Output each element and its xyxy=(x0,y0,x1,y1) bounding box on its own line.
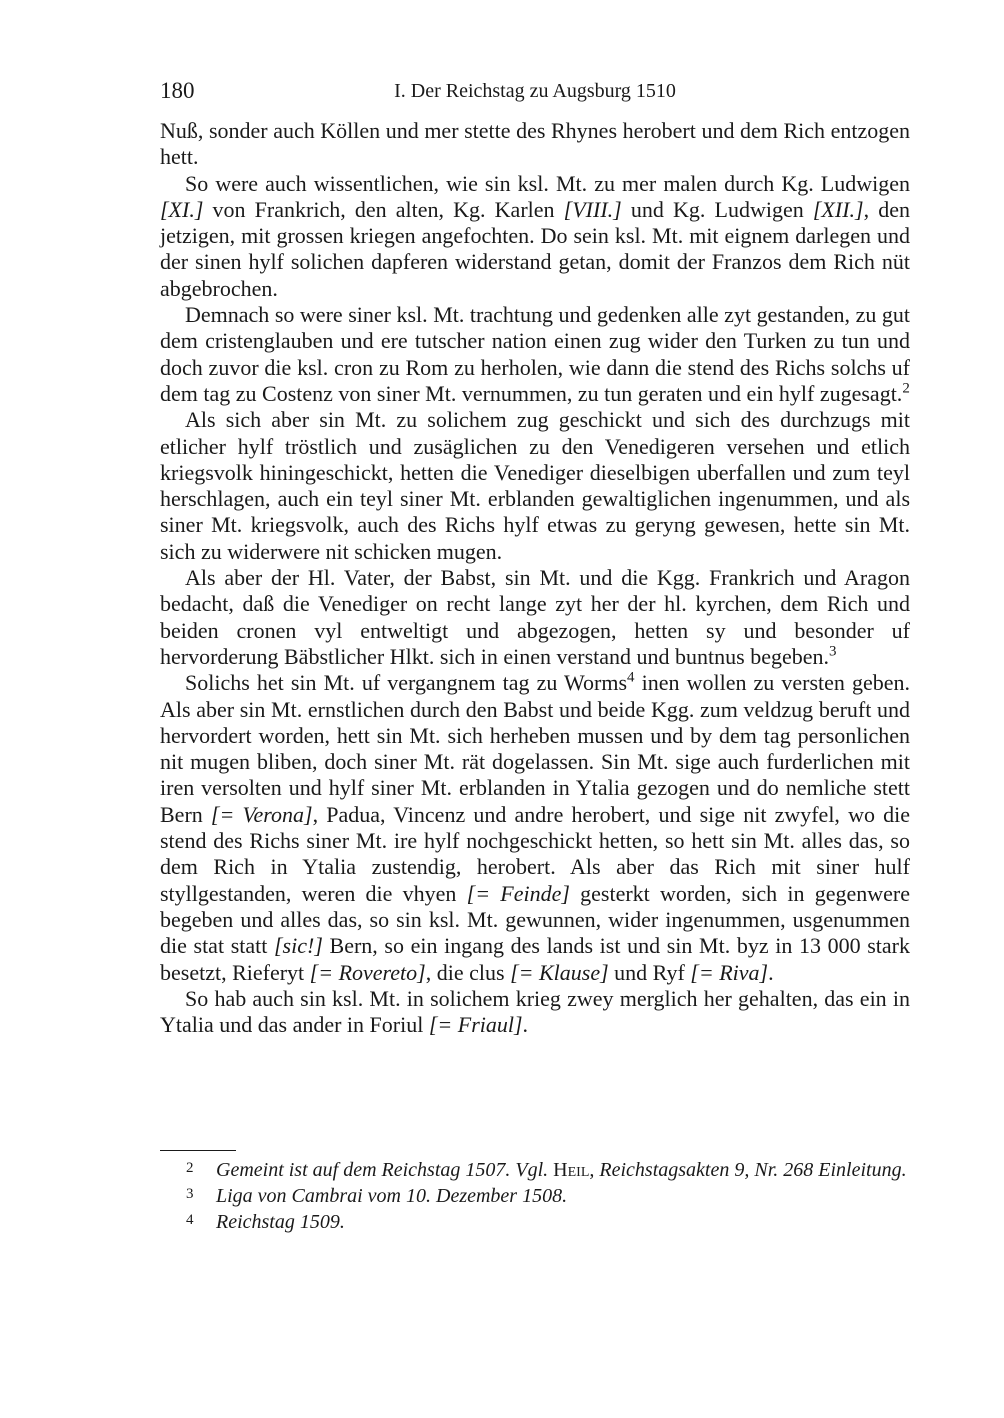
footnote xyxy=(160,1156,910,1182)
page-header xyxy=(160,78,910,108)
paragraph xyxy=(160,118,910,171)
text-run: , die clus xyxy=(425,959,511,985)
paragraph xyxy=(160,670,910,986)
text-run: inen wollen zu versten geben. Als aber sin Mt. ernstlichen durch den Babst und beide Kgg. zum veldzug beruft und hervordert worden, hett sin Mt. sich herheben mussen und by dem tag personlichen nit mugen bliben, doch siner Mt. rät dogelassen. Sin Mt. sige auch furderlichen mit iren versolten und hylf siner Mt. erblanden in Ytalia gezogen und do nemliche stett Bern xyxy=(160,670,911,827)
text-run: Demnach so were siner ksl. Mt. trachtung und gedenken alle zyt gestanden, zu gut dem cristenglauben und ere tutscher nation einen zug wider den Turken zu tun und doch zuvor die ksl. cron zu Rom zu herholen, wie dann die stend des Richs solchs uf dem tag zu Costenz von siner Mt. vernummen, zu tun geraten und ein hylf zugesagt. xyxy=(160,302,910,406)
footnote-number: 2 xyxy=(186,1160,194,1176)
footnote-list xyxy=(160,1156,910,1234)
text-run: und Ryf xyxy=(608,959,691,985)
footnote-text xyxy=(216,1159,907,1181)
text-run: Gemeint ist auf dem Reichstag 1507. Vgl. xyxy=(216,1159,554,1181)
editorial-note: [= Rovereto] xyxy=(309,959,426,985)
text-run: und Kg. Ludwigen xyxy=(621,196,813,222)
text-run: gesterkt worden, sich in gegenwere begeben und alles das, so sin ksl. Mt. gewunnen, wider ingenummen, usgenummen die stat statt xyxy=(160,880,910,959)
body-text xyxy=(160,118,910,1038)
text-run: Als sich aber sin Mt. zu solichem zug geschickt und sich des durchzugs mit etlicher hylf tröstlich und zusäglichen zu den Venedigeren versehen und etlich kriegsvolk hiningeschickt, hetten die Venediger dieselbigen uberfallen und zum teyl herschlagen, auch ein teyl siner Mt. erblanden gewaltiglichen ingenummen, und als siner Mt. kriegsvolk, auch des Richs hylf etwas zu geryng gewesen, hette sin Mt. sich zu widerwere nit schicken mugen. xyxy=(160,407,910,564)
editorial-note: [XI.] xyxy=(160,196,204,222)
footnote-ref: 4 xyxy=(627,669,635,686)
text-run: So were auch wissentlichen, wie sin ksl. Mt. zu mer malen durch Kg. Ludwigen xyxy=(185,170,910,196)
editorial-note: [= Klause] xyxy=(510,959,609,985)
text-run: So hab auch sin ksl. Mt. in solichem krieg zwey merglich her gehalten, das ein in Ytalia und das ander in Foriul xyxy=(160,985,910,1038)
paragraph xyxy=(160,302,910,407)
footnote xyxy=(160,1208,910,1234)
footnotes xyxy=(160,1150,910,1234)
text-run: Solichs het sin Mt. uf vergangnem tag zu Worms xyxy=(185,670,628,696)
running-title: I. Der Reichstag zu Augsburg 1510 xyxy=(394,80,676,102)
text-run: Als aber der Hl. Vater, der Babst, sin Mt. und die Kgg. Frankrich und Aragon bedacht, daß die Venediger on recht lange zyt her der hl. kyrchen, dem Rich und beiden cronen vyl entweltigt und abgezogen, hetten sy und besonder uf hervorderung Bäbstlicher Hlkt. sich in einen verstand und buntnus begeben. xyxy=(160,565,910,669)
editorial-note: [VIII.] xyxy=(563,196,622,222)
text-run: . xyxy=(768,959,774,985)
author-name: Heil xyxy=(553,1159,590,1181)
paragraph xyxy=(160,171,910,302)
text-run: , Reichstagsakten 9, Nr. 268 Einleitung. xyxy=(589,1159,907,1181)
text-run: Reichstag 1509. xyxy=(216,1211,345,1233)
footnote-ref: 2 xyxy=(902,380,910,397)
editorial-note: [= Verona] xyxy=(210,801,313,827)
footnote-rule xyxy=(160,1150,236,1151)
text-run: Liga von Cambrai vom 10. Dezember 1508. xyxy=(216,1185,568,1207)
paragraph xyxy=(160,407,910,565)
text-run: Nuß, sonder auch Köllen und mer stette des Rhynes herobert und dem Rich entzogen hett. xyxy=(160,118,910,170)
text-run: , Padua, Vincenz und andre herobert, und sige nit zwyfel, wo die stend des Richs siner Mt. ire hylf nochgeschickt hetten, so hett sin Mt. alles das, so dem Rich in Ytalia zustendig, herobert. Als aber das Rich mit siner hulf styllgestanden, weren die vhyen xyxy=(160,801,911,906)
page-number: 180 xyxy=(160,78,195,103)
footnote xyxy=(160,1182,910,1208)
footnote-number: 4 xyxy=(186,1212,194,1228)
text-run: , den jetzigen, mit grossen kriegen angefochten. Do sein ksl. Mt. mit eignem darlegen und der sinen hylf solichen dapferen widerstand getan, domit der Franzos dem Rich nüt abgebrochen. xyxy=(160,196,910,301)
editorial-note: [XII.] xyxy=(812,196,864,222)
paragraph xyxy=(160,986,910,1039)
footnote-text xyxy=(216,1185,567,1207)
text-run: Bern, so ein ingang des lands ist und sin Mt. byz in 13 000 stark besetzt, Rieferyt xyxy=(160,933,911,985)
paragraph xyxy=(160,565,910,670)
footnote-ref: 3 xyxy=(829,643,837,660)
editorial-note: [sic!] xyxy=(274,933,323,959)
editorial-note: [= Riva] xyxy=(690,959,769,985)
editorial-note: [= Feinde] xyxy=(466,880,570,906)
text-run: . xyxy=(522,1012,529,1038)
text-run: von Frankrich, den alten, Kg. Karlen xyxy=(203,196,564,222)
footnote-text xyxy=(216,1211,345,1233)
editorial-note: [= Friaul] xyxy=(428,1012,523,1038)
footnote-number: 3 xyxy=(186,1186,194,1202)
